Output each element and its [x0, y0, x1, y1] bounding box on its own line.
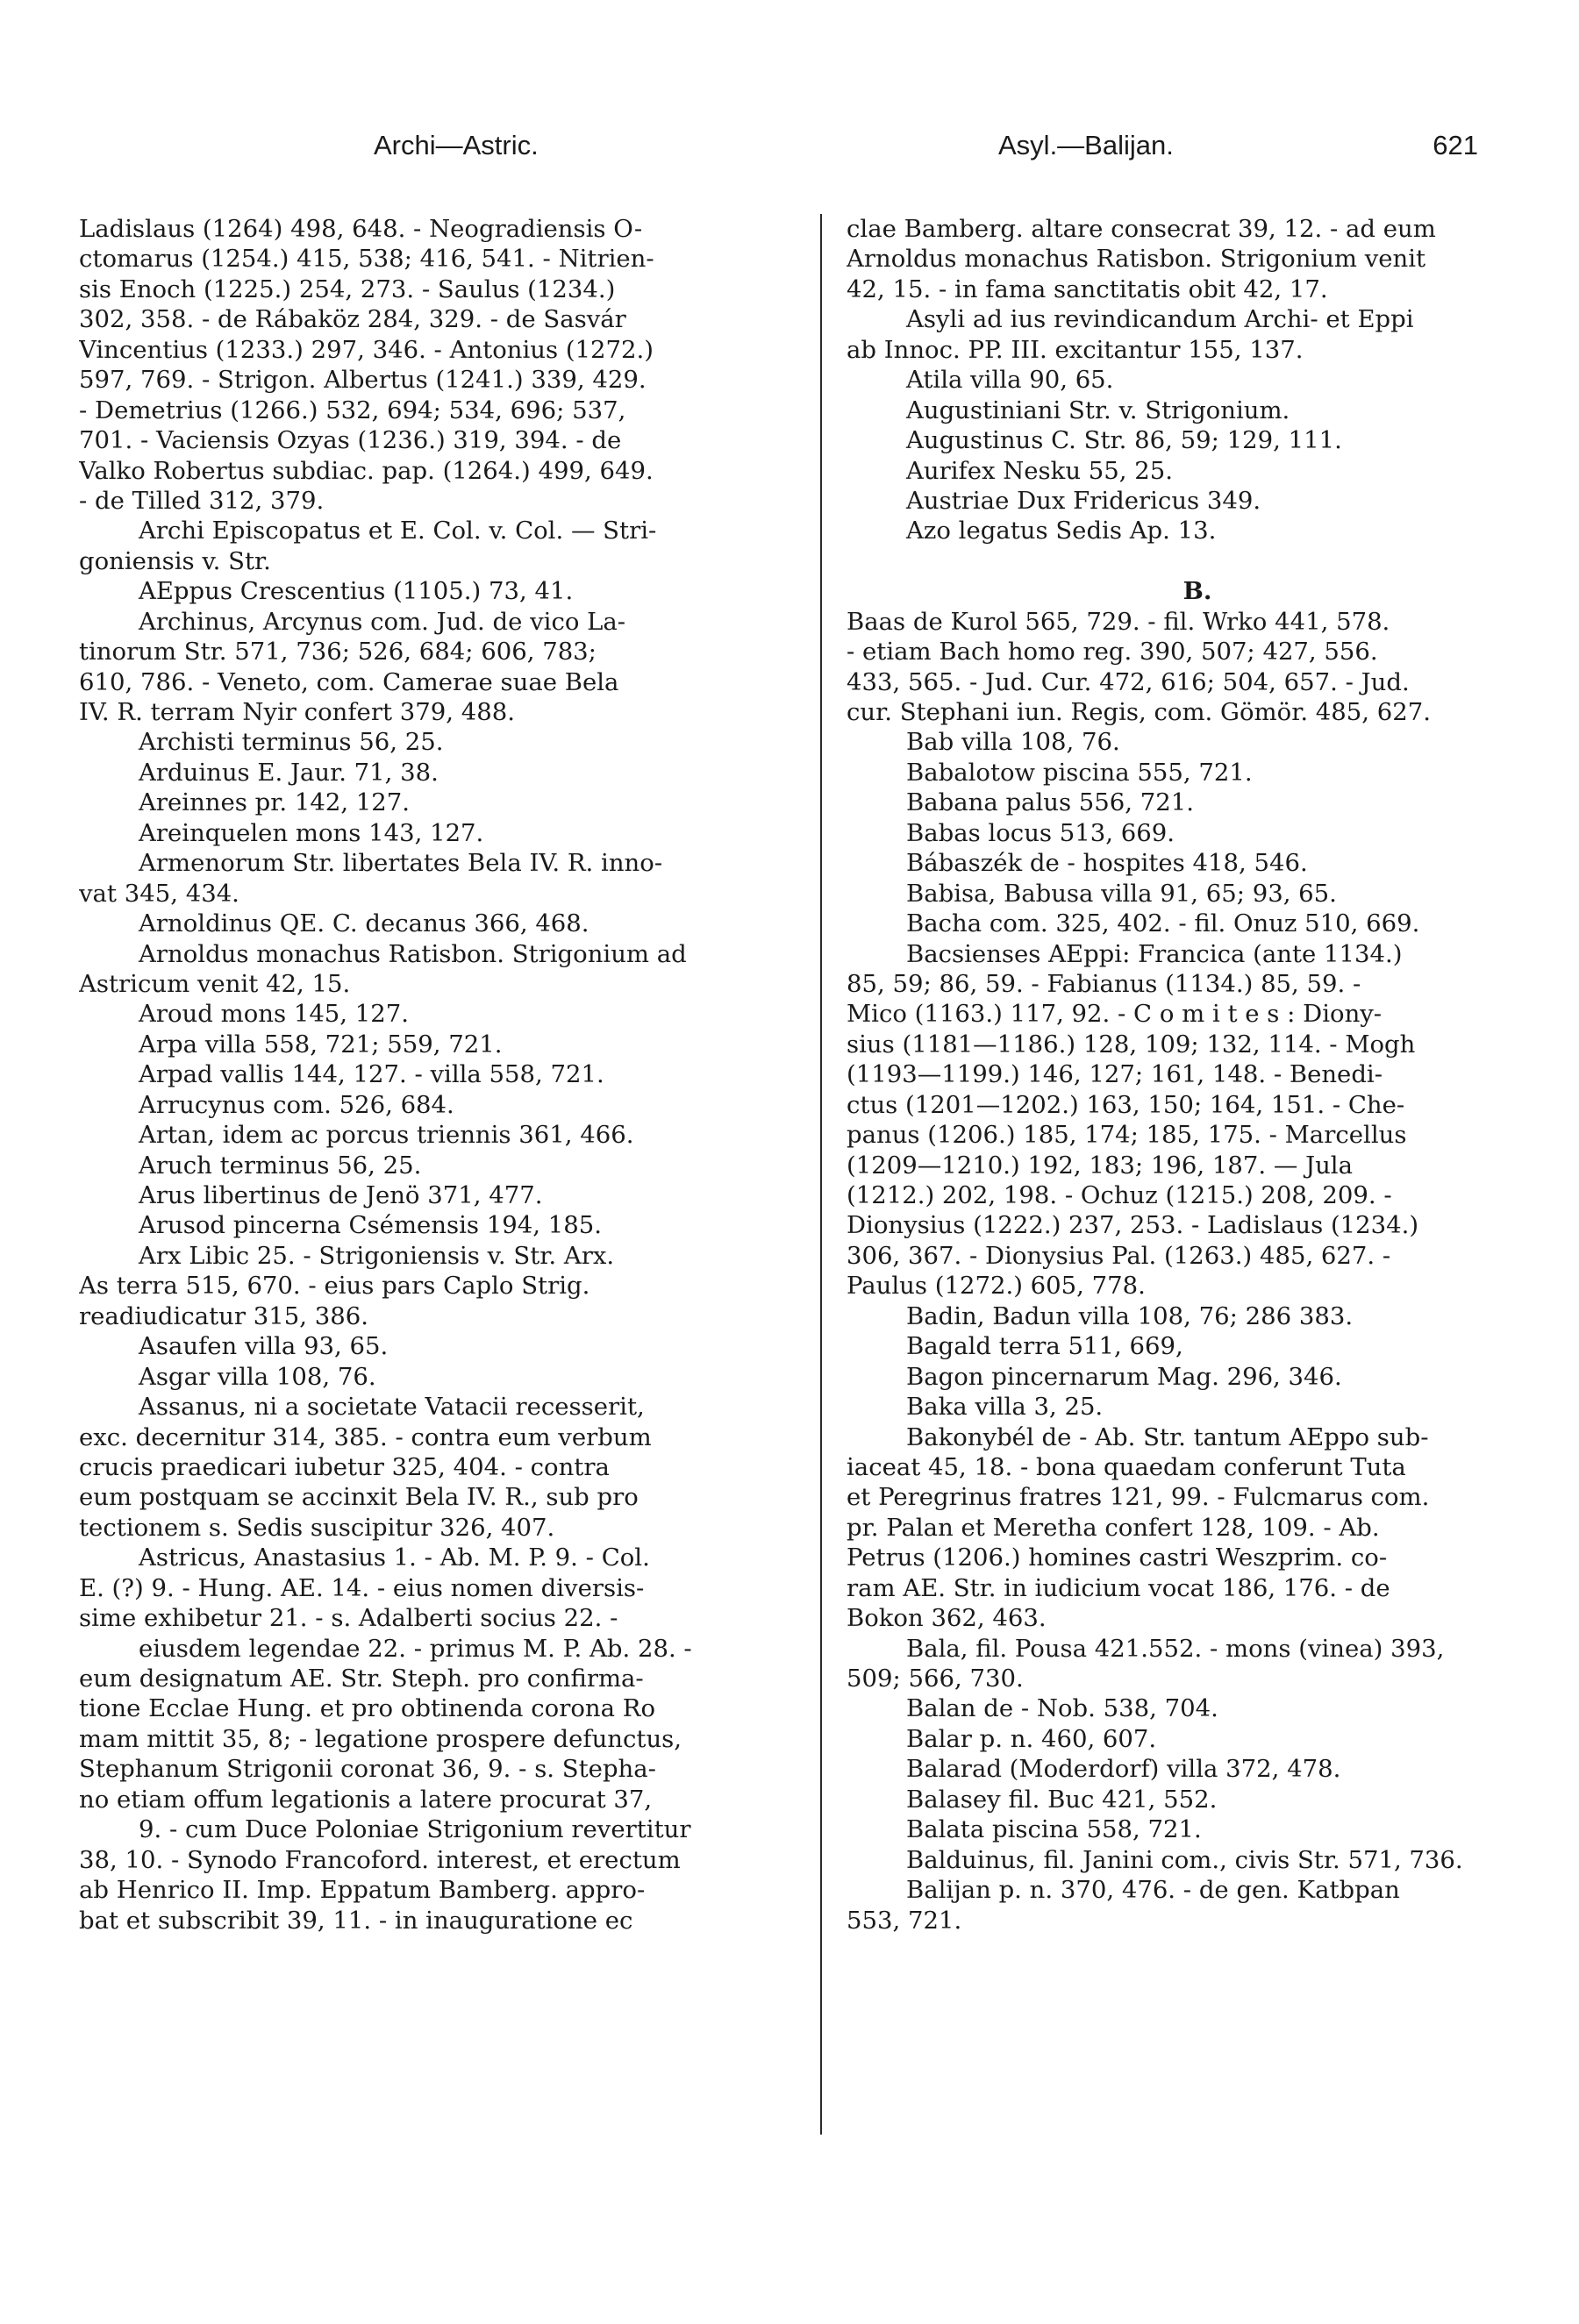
index-line: 38, 10. - Synodo Francoford. interest, et erectum: [79, 1845, 681, 1874]
index-line: Asaufen villa 93, 65.: [139, 1332, 389, 1361]
index-line: Mico (1163.) 117, 92. - C o m i t e s : Diony-: [847, 1000, 1383, 1029]
index-line: no etiam offum legationis a latere procurat 37,: [79, 1785, 653, 1814]
index-line: Baas de Kurol 565, 729. - fil. Wrko 441, 578.: [847, 607, 1390, 636]
index-line: Babalotow piscina 555, 721.: [906, 758, 1253, 787]
index-line: 597, 769. - Strigon. Albertus (1241.) 339, 429.: [79, 366, 647, 395]
index-line: Bokon 362, 463.: [847, 1604, 1047, 1633]
index-line: Areinquelen mons 143, 127.: [139, 818, 484, 847]
index-line: (1212.) 202, 198. - Ochuz (1215.) 208, 209. -: [847, 1181, 1392, 1209]
index-line: Atila villa 90, 65.: [906, 366, 1114, 395]
index-line: Augustinus C. Str. 86, 59; 129, 111.: [906, 426, 1342, 455]
index-line: Petrus (1206.) homines castri Weszprim. co-: [847, 1543, 1388, 1572]
index-line: Paulus (1272.) 605, 778.: [847, 1272, 1146, 1301]
index-line: tinorum Str. 571, 736; 526, 684; 606, 783;: [79, 638, 597, 667]
index-line: 302, 358. - de Rábaköz 284, 329. - de Sasvár: [79, 305, 626, 334]
index-line: Azo legatus Sedis Ap. 13.: [906, 517, 1217, 545]
index-line: - de Tilled 312, 379.: [79, 486, 325, 515]
index-line: (1193—1199.) 146, 127; 161, 148. - Benedi-: [847, 1060, 1383, 1089]
column-divider: [820, 214, 822, 2135]
index-line: Arnoldus monachus Ratisbon. Strigonium ad: [139, 939, 687, 968]
index-line: Aurifex Nesku 55, 25.: [906, 456, 1173, 485]
index-line: 701. - Vaciensis Ozyas (1236.) 319, 394. - de: [79, 426, 622, 455]
index-line: Astricus, Anastasius 1. - Ab. M. P. 9. - Col.: [139, 1543, 650, 1572]
index-line: Austriae Dux Fridericus 349.: [906, 486, 1261, 515]
index-line: Bacsienses AEppi: Francica (ante 1134.): [906, 939, 1403, 968]
index-line: et Peregrinus fratres 121, 99. - Fulcmarus com.: [847, 1483, 1430, 1512]
index-line: ab Henrico II. Imp. Eppatum Bamberg. appro-: [79, 1876, 646, 1905]
index-line: Babana palus 556, 721.: [906, 788, 1195, 817]
index-line: Bakonybél de - Ab. Str. tantum AEppo sub-: [906, 1422, 1429, 1451]
index-line: panus (1206.) 185, 174; 185, 175. - Marcellus: [847, 1121, 1407, 1150]
right-column: [847, 214, 1548, 1935]
index-line: Bagald terra 511, 669,: [906, 1332, 1183, 1361]
index-line: Dionysius (1222.) 237, 253. - Ladislaus (1234.): [847, 1211, 1419, 1240]
index-line: 42, 15. - in fama sanctitatis obit 42, 17.: [847, 274, 1328, 303]
index-line: Arpad vallis 144, 127. - villa 558, 721.: [139, 1060, 604, 1089]
index-line: Archi Episcopatus et E. Col. v. Col. — Stri-: [139, 517, 657, 545]
index-line: Balasey fil. Buc 421, 552.: [906, 1785, 1218, 1814]
index-line: exc. decernitur 314, 385. - contra eum verbum: [79, 1422, 652, 1451]
index-line: eum postquam se accinxit Bela IV. R., sub pro: [79, 1483, 639, 1512]
index-line: - etiam Bach homo reg. 390, 507; 427, 556.: [847, 638, 1378, 667]
index-line: tectionem s. Sedis suscipitur 326, 407.: [79, 1513, 555, 1542]
index-line: Aroud mons 145, 127.: [139, 1000, 410, 1029]
index-line: sius (1181—1186.) 128, 109; 132, 114. - Mogh: [847, 1030, 1416, 1059]
index-line: eum designatum AE. Str. Steph. pro confirma-: [79, 1665, 644, 1693]
index-line: Bab villa 108, 76.: [906, 728, 1120, 757]
index-line: Astricum venit 42, 15.: [79, 969, 351, 998]
index-line: Arrucynus com. 526, 684.: [139, 1090, 454, 1119]
left-column: [79, 214, 810, 1935]
index-line: Asyli ad ius revindicandum Archi- et Eppi: [906, 305, 1414, 334]
index-line: pr. Palan et Meretha confert 128, 109. - Ab.: [847, 1513, 1380, 1542]
index-line: eiusdem legendae 22. - primus M. P. Ab. 28. -: [139, 1634, 692, 1663]
index-line: Arpa villa 558, 721; 559, 721.: [139, 1030, 503, 1059]
index-line: 85, 59; 86, 59. - Fabianus (1134.) 85, 59. -: [847, 969, 1361, 998]
index-line: AEppus Crescentius (1105.) 73, 41.: [139, 577, 574, 606]
index-line: ram AE. Str. in iudicium vocat 186, 176. - de: [847, 1573, 1390, 1602]
index-line: - Demetrius (1266.) 532, 694; 534, 696; 537,: [79, 396, 626, 424]
index-line: Areinnes pr. 142, 127.: [139, 788, 411, 817]
index-line: goniensis v. Str.: [79, 546, 271, 575]
index-line: 553, 721.: [847, 1906, 962, 1935]
index-line: Balduinus, fil. Janini com., civis Str. 571, 736.: [906, 1845, 1463, 1874]
index-line: 433, 565. - Jud. Cur. 472, 616; 504, 657. - Jud.: [847, 667, 1410, 696]
index-line: crucis praedicari iubetur 325, 404. - contra: [79, 1452, 610, 1481]
index-line: mam mittit 35, 8; - legatione prospere defunctus,: [79, 1724, 682, 1753]
index-line: Arnoldus monachus Ratisbon. Strigonium venit: [847, 245, 1426, 274]
index-line: Ladislaus (1264) 498, 648. - Neogradiensis O-: [79, 215, 643, 243]
index-line: readiudicatur 315, 386.: [79, 1301, 368, 1330]
index-line: Aruch terminus 56, 25.: [139, 1151, 422, 1180]
index-line: Assanus, ni a societate Vatacii recesserit,: [139, 1393, 645, 1422]
index-line: sis Enoch (1225.) 254, 273. - Saulus (1234.): [79, 274, 616, 303]
index-line: 306, 367. - Dionysius Pal. (1263.) 485, 627. -: [847, 1241, 1391, 1270]
index-line: Vincentius (1233.) 297, 346. - Antonius (1272.): [79, 335, 654, 364]
index-line: Arx Libic 25. - Strigoniensis v. Str. Arx.: [139, 1241, 615, 1270]
section-letter-heading: B.: [1182, 577, 1212, 606]
index-line: Arus libertinus de Jenö 371, 477.: [139, 1181, 543, 1209]
index-line: IV. R. terram Nyir confert 379, 488.: [79, 698, 515, 726]
index-line: 610, 786. - Veneto, com. Camerae suae Bela: [79, 667, 619, 696]
index-line: Bacha com. 325, 402. - fil. Onuz 510, 669.: [906, 909, 1420, 938]
index-line: Augustiniani Str. v. Strigonium.: [906, 396, 1290, 424]
index-line: Archisti terminus 56, 25.: [139, 728, 444, 757]
index-line: Arnoldinus QE. C. decanus 366, 468.: [139, 909, 589, 938]
index-line: 9. - cum Duce Poloniae Strigonium revertitur: [139, 1815, 691, 1844]
index-line: Archinus, Arcynus com. Jud. de vico La-: [139, 607, 626, 636]
index-line: Asgar villa 108, 76.: [139, 1362, 376, 1391]
index-line: vat 345, 434.: [79, 879, 239, 908]
index-line: ab Innoc. PP. III. excitantur 155, 137.: [847, 335, 1304, 364]
header-left-range: Archi—Astric.: [374, 130, 539, 160]
index-line: ctomarus (1254.) 415, 538; 416, 541. - Nitrien-: [79, 245, 654, 274]
index-line: Balar p. n. 460, 607.: [906, 1724, 1157, 1753]
index-line: (1209—1210.) 192, 183; 196, 187. — Jula: [847, 1151, 1353, 1180]
index-line: ctus (1201—1202.) 163, 150; 164, 151. - Che-: [847, 1090, 1405, 1119]
index-line: Bala, fil. Pousa 421.552. - mons (vinea) 393,: [906, 1634, 1445, 1663]
index-line: As terra 515, 670. - eius pars Caplo Strig.: [79, 1272, 590, 1301]
index-line: Armenorum Str. libertates Bela IV. R. inno-: [139, 849, 663, 878]
index-line: Badin, Badun villa 108, 76; 286 383.: [906, 1301, 1354, 1330]
index-line: Arduinus E. Jaur. 71, 38.: [139, 758, 439, 787]
index-line: Bábaszék de - hospites 418, 546.: [906, 849, 1308, 878]
index-line: Valko Robertus subdiac. pap. (1264.) 499, 649.: [79, 456, 654, 485]
page-number: 621: [1433, 130, 1478, 160]
index-line: Babisa, Babusa villa 91, 65; 93, 65.: [906, 879, 1337, 908]
index-line: Babas locus 513, 669.: [906, 818, 1175, 847]
index-line: 509; 566, 730.: [847, 1665, 1024, 1693]
page-header: [0, 130, 1579, 168]
index-line: Balan de - Nob. 538, 704.: [906, 1694, 1218, 1723]
header-right-range: Asyl.—Balijan.: [998, 130, 1174, 160]
index-line: clae Bamberg. altare consecrat 39, 12. - ad eum: [847, 215, 1436, 243]
index-line: Bagon pincernarum Mag. 296, 346.: [906, 1362, 1342, 1391]
index-line: E. (?) 9. - Hung. AE. 14. - eius nomen diversis-: [79, 1573, 645, 1602]
index-line: Balata piscina 558, 721.: [906, 1815, 1202, 1844]
index-line: sime exhibetur 21. - s. Adalberti socius 22. -: [79, 1604, 618, 1633]
index-line: tione Ecclae Hung. et pro obtinenda corona Ro: [79, 1694, 656, 1723]
index-line: Arusod pincerna Csémensis 194, 185.: [139, 1211, 602, 1240]
index-line: Balarad (Moderdorf) villa 372, 478.: [906, 1755, 1341, 1784]
index-line: iaceat 45, 18. - bona quaedam conferunt Tuta: [847, 1452, 1406, 1481]
index-line: Baka villa 3, 25.: [906, 1393, 1104, 1422]
index-line: Artan, idem ac porcus triennis 361, 466.: [139, 1121, 634, 1150]
index-line: [847, 546, 1548, 576]
index-line: Stephanum Strigonii coronat 36, 9. - s. Stepha-: [79, 1755, 656, 1784]
index-line: bat et subscribit 39, 11. - in inauguratione ec: [79, 1906, 633, 1935]
index-line: cur. Stephani iun. Regis, com. Gömör. 485, 627.: [847, 698, 1432, 726]
index-line: Balijan p. n. 370, 476. - de gen. Katbpan: [906, 1876, 1400, 1905]
